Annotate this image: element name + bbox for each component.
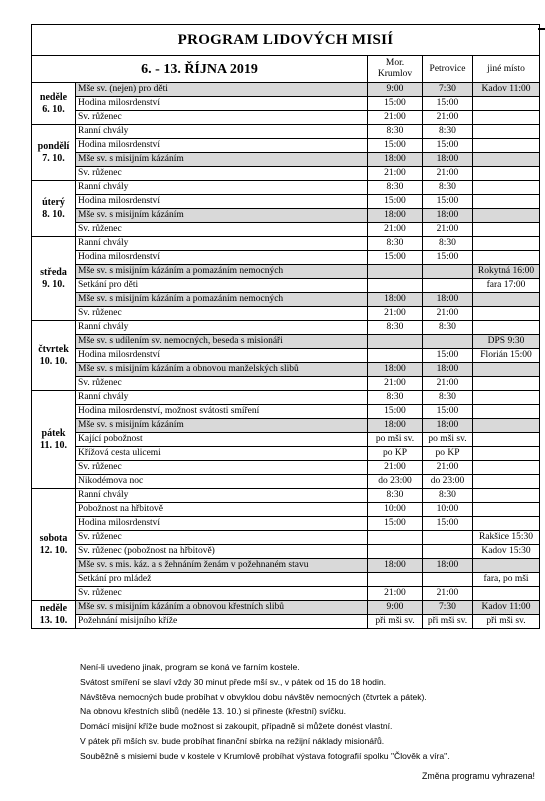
table-row — [32, 153, 540, 167]
time-mor-krumlov: 10:00 — [368, 503, 423, 517]
time-petrovice: 18:00 — [423, 209, 473, 223]
note-line: Svátost smíření se slaví vždy 30 minut přede mší sv., v pátek od 15 do 18 hodin. — [80, 676, 387, 687]
day-name: čtvrtek — [38, 343, 69, 355]
table-row — [32, 391, 540, 405]
table-row — [32, 97, 540, 111]
column-header-mor-krumlov: Mor. Krumlov — [368, 56, 423, 83]
time-jine-misto: Kadov 11:00 — [473, 83, 540, 97]
table-row — [32, 335, 540, 349]
table-row — [32, 615, 540, 629]
table-row — [32, 307, 540, 321]
time-petrovice: 8:30 — [423, 321, 473, 335]
time-mor-krumlov: 18:00 — [368, 209, 423, 223]
day-date: 11. 10. — [40, 439, 67, 451]
time-petrovice: 8:30 — [423, 391, 473, 405]
time-petrovice: 15:00 — [423, 405, 473, 419]
activity-cell: Mše sv. s mis. káz. a s žehnáním ženám v požehnaném stavu — [76, 559, 368, 573]
time-mor-krumlov: do 23:00 — [368, 475, 423, 489]
activity-cell: Mše sv. s misijním kázáním a obnovou křestních slibů — [76, 601, 368, 615]
table-row — [32, 139, 540, 153]
time-petrovice: 8:30 — [423, 125, 473, 139]
table-row — [32, 167, 540, 181]
table-row — [32, 419, 540, 433]
time-petrovice: 21:00 — [423, 223, 473, 237]
table-row — [32, 531, 540, 545]
table-row — [32, 489, 540, 503]
time-mor-krumlov: 18:00 — [368, 153, 423, 167]
day-name: pátek — [41, 427, 66, 439]
table-row — [32, 125, 540, 139]
day-cell — [32, 391, 76, 489]
page-title: PROGRAM LIDOVÝCH MISIÍ — [32, 25, 540, 56]
time-petrovice: 15:00 — [423, 349, 473, 363]
time-mor-krumlov: 21:00 — [368, 307, 423, 321]
day-date: 8. 10. — [42, 208, 65, 220]
activity-cell: Sv. růženec — [76, 307, 368, 321]
time-petrovice: 8:30 — [423, 489, 473, 503]
table-row — [32, 503, 540, 517]
activity-cell: Křížová cesta ulicemi — [76, 447, 368, 461]
time-jine-misto — [473, 153, 540, 167]
time-mor-krumlov: 15:00 — [368, 405, 423, 419]
day-date: 6. 10. — [42, 103, 65, 115]
time-petrovice: do 23:00 — [423, 475, 473, 489]
time-jine-misto: Kadov 15:30 — [473, 545, 540, 559]
time-petrovice — [423, 545, 473, 559]
day-cell — [32, 237, 76, 321]
time-mor-krumlov — [368, 265, 423, 279]
time-petrovice: 18:00 — [423, 153, 473, 167]
time-petrovice — [423, 279, 473, 293]
time-petrovice: 21:00 — [423, 377, 473, 391]
program-sheet — [31, 24, 539, 629]
table-row — [32, 433, 540, 447]
notes-list — [80, 660, 535, 764]
time-mor-krumlov: 21:00 — [368, 223, 423, 237]
time-petrovice — [423, 573, 473, 587]
activity-cell: Hodina milosrdenství, možnost svátosti smíření — [76, 405, 368, 419]
table-row — [32, 601, 540, 615]
time-jine-misto: při mši sv. — [473, 615, 540, 629]
activity-cell: Sv. růženec (pobožnost na hřbitově) — [76, 545, 368, 559]
time-jine-misto — [473, 139, 540, 153]
activity-cell: Požehnání misijního kříže — [76, 615, 368, 629]
time-petrovice: 7:30 — [423, 601, 473, 615]
activity-cell: Mše sv. s misijním kázáním — [76, 153, 368, 167]
activity-cell: Mše sv. (nejen) pro děti — [76, 83, 368, 97]
table-row — [32, 265, 540, 279]
date-range: 6. - 13. ŘÍJNA 2019 — [32, 56, 368, 83]
table-row — [32, 545, 540, 559]
time-mor-krumlov: 8:30 — [368, 125, 423, 139]
table-row — [32, 111, 540, 125]
program-table — [31, 24, 540, 629]
activity-cell: Sv. růženec — [76, 111, 368, 125]
time-jine-misto — [473, 503, 540, 517]
time-mor-krumlov — [368, 349, 423, 363]
activity-cell: Ranní chvály — [76, 125, 368, 139]
time-jine-misto: Rakšice 15:30 — [473, 531, 540, 545]
time-mor-krumlov: 18:00 — [368, 559, 423, 573]
time-petrovice: 8:30 — [423, 181, 473, 195]
column-header-petrovice: Petrovice — [423, 56, 473, 83]
time-petrovice: 18:00 — [423, 293, 473, 307]
activity-cell: Ranní chvály — [76, 321, 368, 335]
table-row — [32, 475, 540, 489]
time-mor-krumlov: 15:00 — [368, 97, 423, 111]
table-row — [32, 237, 540, 251]
activity-cell: Sv. růženec — [76, 531, 368, 545]
table-row — [32, 279, 540, 293]
time-mor-krumlov: 15:00 — [368, 517, 423, 531]
activity-cell: Mše sv. s misijním kázáním a pomazáním nemocných — [76, 265, 368, 279]
time-jine-misto — [473, 363, 540, 377]
time-mor-krumlov — [368, 531, 423, 545]
time-jine-misto — [473, 489, 540, 503]
time-jine-misto — [473, 321, 540, 335]
activity-cell: Hodina milosrdenství — [76, 195, 368, 209]
day-date: 13. 10. — [39, 614, 68, 626]
time-jine-misto — [473, 433, 540, 447]
time-petrovice: po KP — [423, 447, 473, 461]
activity-cell: Sv. růženec — [76, 461, 368, 475]
activity-cell: Sv. růženec — [76, 167, 368, 181]
time-petrovice: 18:00 — [423, 559, 473, 573]
time-petrovice: 15:00 — [423, 195, 473, 209]
activity-cell: Hodina milosrdenství — [76, 139, 368, 153]
activity-cell: Mše sv. s misijním kázáním a obnovou manželských slibů — [76, 363, 368, 377]
time-mor-krumlov: 8:30 — [368, 321, 423, 335]
time-jine-misto — [473, 447, 540, 461]
day-date: 12. 10. — [39, 544, 68, 556]
time-jine-misto — [473, 111, 540, 125]
time-mor-krumlov: 21:00 — [368, 461, 423, 475]
time-jine-misto — [473, 377, 540, 391]
table-row — [32, 377, 540, 391]
time-mor-krumlov: 18:00 — [368, 419, 423, 433]
time-petrovice: 15:00 — [423, 251, 473, 265]
time-petrovice: 18:00 — [423, 363, 473, 377]
table-row — [32, 223, 540, 237]
activity-cell: Mše sv. s misijním kázáním a pomazáním nemocných — [76, 293, 368, 307]
day-date: 10. 10. — [39, 355, 68, 367]
activity-cell: Hodina milosrdenství — [76, 349, 368, 363]
time-mor-krumlov: 15:00 — [368, 139, 423, 153]
time-petrovice: 15:00 — [423, 517, 473, 531]
time-mor-krumlov: 8:30 — [368, 237, 423, 251]
table-row — [32, 83, 540, 97]
activity-cell: Hodina milosrdenství — [76, 517, 368, 531]
time-petrovice: 15:00 — [423, 97, 473, 111]
time-mor-krumlov: při mši sv. — [368, 615, 423, 629]
time-mor-krumlov — [368, 335, 423, 349]
table-row — [32, 363, 540, 377]
note-line: V pátek při mších sv. bude probíhat finanční sbírka na režijní náklady misionářů. — [80, 735, 385, 746]
time-petrovice — [423, 531, 473, 545]
time-jine-misto — [473, 559, 540, 573]
activity-cell: Kající pobožnost — [76, 433, 368, 447]
time-petrovice — [423, 335, 473, 349]
day-cell — [32, 125, 76, 181]
table-row — [32, 195, 540, 209]
time-mor-krumlov: 18:00 — [368, 293, 423, 307]
time-mor-krumlov: 9:00 — [368, 601, 423, 615]
time-mor-krumlov: po KP — [368, 447, 423, 461]
activity-cell: Hodina milosrdenství — [76, 97, 368, 111]
day-cell — [32, 321, 76, 391]
time-mor-krumlov — [368, 573, 423, 587]
time-jine-misto — [473, 237, 540, 251]
time-mor-krumlov: 21:00 — [368, 167, 423, 181]
activity-cell: Sv. růženec — [76, 377, 368, 391]
day-name: úterý — [42, 196, 65, 208]
time-mor-krumlov: 9:00 — [368, 83, 423, 97]
time-mor-krumlov: 8:30 — [368, 181, 423, 195]
day-name: sobota — [39, 532, 68, 544]
time-jine-misto: Rokytná 16:00 — [473, 265, 540, 279]
activity-cell: Mše sv. s misijním kázáním — [76, 209, 368, 223]
note-line: Není-li uvedeno jinak, program se koná ve farním kostele. — [80, 662, 300, 672]
time-mor-krumlov: 8:30 — [368, 489, 423, 503]
table-row — [32, 461, 540, 475]
day-cell — [32, 601, 76, 629]
table-row — [32, 321, 540, 335]
day-name: neděle — [39, 91, 68, 103]
time-jine-misto — [473, 475, 540, 489]
table-row — [32, 517, 540, 531]
time-mor-krumlov: 15:00 — [368, 195, 423, 209]
table-row — [32, 251, 540, 265]
time-petrovice: 15:00 — [423, 139, 473, 153]
time-jine-misto: Kadov 11:00 — [473, 601, 540, 615]
activity-cell: Setkání pro děti — [76, 279, 368, 293]
time-petrovice: 21:00 — [423, 167, 473, 181]
time-petrovice: 21:00 — [423, 111, 473, 125]
time-jine-misto — [473, 293, 540, 307]
activity-cell: Sv. růženec — [76, 587, 368, 601]
time-mor-krumlov: 21:00 — [368, 587, 423, 601]
note-line: Domácí misijní kříže bude možnost si zakoupit, případně si můžete donést vlastní. — [80, 721, 393, 732]
day-cell — [32, 83, 76, 125]
day-cell — [32, 489, 76, 601]
time-petrovice — [423, 265, 473, 279]
time-mor-krumlov: 21:00 — [368, 111, 423, 125]
note-line: Na obnovu křestních slibů (neděle 13. 10.) si přineste (křestní) svíčku. — [80, 706, 347, 717]
time-jine-misto — [473, 125, 540, 139]
time-petrovice: 21:00 — [423, 307, 473, 321]
activity-cell: Nikodémova noc — [76, 475, 368, 489]
time-jine-misto — [473, 405, 540, 419]
activity-cell: Pobožnost na hřbitově — [76, 503, 368, 517]
time-petrovice: po mši sv. — [423, 433, 473, 447]
activity-cell: Ranní chvály — [76, 181, 368, 195]
time-petrovice: 18:00 — [423, 419, 473, 433]
time-petrovice: 8:30 — [423, 237, 473, 251]
time-petrovice: 7:30 — [423, 83, 473, 97]
day-cell — [32, 181, 76, 237]
time-petrovice: 21:00 — [423, 461, 473, 475]
time-jine-misto — [473, 209, 540, 223]
day-date: 9. 10. — [42, 278, 65, 290]
time-mor-krumlov: 18:00 — [368, 363, 423, 377]
time-petrovice: 10:00 — [423, 503, 473, 517]
activity-cell: Ranní chvály — [76, 489, 368, 503]
time-jine-misto: Florián 15:00 — [473, 349, 540, 363]
time-jine-misto — [473, 97, 540, 111]
table-row — [32, 293, 540, 307]
time-jine-misto — [473, 307, 540, 321]
time-jine-misto — [473, 391, 540, 405]
table-row — [32, 209, 540, 223]
activity-cell: Mše sv. s misijním kázáním — [76, 419, 368, 433]
note-line: Návštěva nemocných bude probíhat v obvyklou dobu návštěv nemocných (čtvrtek a pátek). — [80, 691, 427, 702]
time-jine-misto — [473, 587, 540, 601]
table-row — [32, 587, 540, 601]
table-row — [32, 181, 540, 195]
time-mor-krumlov — [368, 545, 423, 559]
time-jine-misto: DPS 9:30 — [473, 335, 540, 349]
time-mor-krumlov — [368, 279, 423, 293]
change-note: Změna programu vyhrazena! — [422, 771, 535, 781]
day-name: pondělí — [37, 140, 70, 152]
activity-cell: Setkání pro mládež — [76, 573, 368, 587]
time-jine-misto — [473, 223, 540, 237]
time-mor-krumlov: 21:00 — [368, 377, 423, 391]
table-row — [32, 349, 540, 363]
time-jine-misto: fara 17:00 — [473, 279, 540, 293]
time-petrovice: 21:00 — [423, 587, 473, 601]
time-jine-misto — [473, 167, 540, 181]
table-row — [32, 405, 540, 419]
time-mor-krumlov: 15:00 — [368, 251, 423, 265]
activity-cell: Mše sv. s udílením sv. nemocných, beseda s misionáři — [76, 335, 368, 349]
table-row — [32, 447, 540, 461]
activity-cell: Ranní chvály — [76, 237, 368, 251]
activity-cell: Hodina milosrdenství — [76, 251, 368, 265]
note-line: Souběžně s misiemi bude v kostele v Krumlově probíhat výstava fotografií spolku "Člověk a víra". — [80, 750, 450, 761]
time-mor-krumlov: 8:30 — [368, 391, 423, 405]
time-jine-misto: fara, po mši — [473, 573, 540, 587]
table-row — [32, 573, 540, 587]
time-jine-misto — [473, 181, 540, 195]
time-jine-misto — [473, 419, 540, 433]
day-name: středa — [40, 266, 67, 278]
time-petrovice: při mši sv. — [423, 615, 473, 629]
column-header-jine-misto: jiné místo — [473, 56, 540, 83]
day-date: 7. 10. — [42, 152, 65, 164]
time-jine-misto — [473, 195, 540, 209]
day-name: neděle — [39, 602, 68, 614]
table-row — [32, 559, 540, 573]
time-jine-misto — [473, 461, 540, 475]
activity-cell: Ranní chvály — [76, 391, 368, 405]
time-mor-krumlov: po mši sv. — [368, 433, 423, 447]
time-jine-misto — [473, 251, 540, 265]
activity-cell: Sv. růženec — [76, 223, 368, 237]
time-jine-misto — [473, 517, 540, 531]
